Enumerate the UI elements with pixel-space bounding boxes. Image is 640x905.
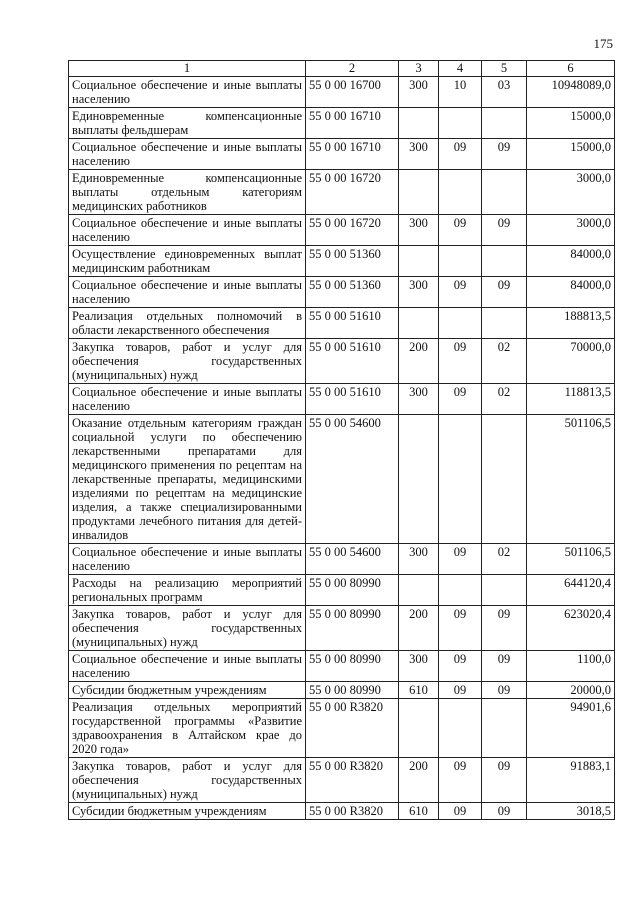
row-pr-cell: 09 (482, 139, 527, 170)
row-code-cell: 55 0 00 16720 (306, 170, 399, 215)
row-rz-cell: 09 (439, 758, 482, 803)
row-pr-cell: 09 (482, 651, 527, 682)
row-name-cell: Расходы на реализацию мероприятий региональных программ (69, 575, 306, 606)
row-sum-cell: 70000,0 (527, 339, 615, 384)
page-number: 175 (593, 36, 613, 51)
row-sum-cell: 15000,0 (527, 139, 615, 170)
row-sum-cell: 10948089,0 (527, 77, 615, 108)
row-sum-cell: 91883,1 (527, 758, 615, 803)
row-name-cell: Закупка товаров, работ и услуг для обеспечения государственных (муниципальных) нужд (69, 758, 306, 803)
row-code-cell: 55 0 00 80990 (306, 682, 399, 699)
row-pr-cell: 09 (482, 215, 527, 246)
budget-table (68, 60, 615, 820)
row-rz-cell (439, 170, 482, 215)
row-code-cell: 55 0 00 51610 (306, 384, 399, 415)
row-name-cell: Субсидии бюджетным учреждениям (69, 803, 306, 820)
row-rz-cell: 09 (439, 803, 482, 820)
row-code-cell: 55 0 00 R3820 (306, 699, 399, 758)
row-rz-cell: 09 (439, 544, 482, 575)
header-cell: 4 (439, 61, 482, 77)
row-code-cell: 55 0 00 16710 (306, 139, 399, 170)
row-pr-cell (482, 415, 527, 544)
row-pr-cell: 09 (482, 682, 527, 699)
row-name-cell: Субсидии бюджетным учреждениям (69, 682, 306, 699)
row-code-cell: 55 0 00 51610 (306, 308, 399, 339)
row-pr-cell (482, 575, 527, 606)
row-name-cell: Осуществление единовременных выплат медицинским работникам (69, 246, 306, 277)
table-row (69, 215, 615, 246)
row-rz-cell: 09 (439, 277, 482, 308)
table-row (69, 384, 615, 415)
row-name-cell: Реализация отдельных полномочий в области лекарственного обеспечения (69, 308, 306, 339)
row-sum-cell: 501106,5 (527, 415, 615, 544)
row-pr-cell (482, 308, 527, 339)
row-rz-cell (439, 699, 482, 758)
row-name-cell: Единовременные компенсационные выплаты отдельным категориям медицинских работников (69, 170, 306, 215)
row-vr-cell (399, 699, 439, 758)
header-cell: 6 (527, 61, 615, 77)
table-row (69, 77, 615, 108)
row-name-cell: Социальное обеспечение и иные выплаты населению (69, 651, 306, 682)
row-vr-cell: 300 (399, 544, 439, 575)
table-row (69, 682, 615, 699)
row-rz-cell (439, 575, 482, 606)
table-row (69, 415, 615, 544)
table-row (69, 651, 615, 682)
table-row (69, 139, 615, 170)
row-code-cell: 55 0 00 51360 (306, 246, 399, 277)
row-sum-cell: 3000,0 (527, 215, 615, 246)
row-name-cell: Закупка товаров, работ и услуг для обеспечения государственных (муниципальных) нужд (69, 606, 306, 651)
row-pr-cell: 02 (482, 544, 527, 575)
row-pr-cell: 09 (482, 277, 527, 308)
row-code-cell: 55 0 00 80990 (306, 651, 399, 682)
row-code-cell: 55 0 00 16700 (306, 77, 399, 108)
row-code-cell: 55 0 00 51360 (306, 277, 399, 308)
row-sum-cell: 94901,6 (527, 699, 615, 758)
row-pr-cell: 03 (482, 77, 527, 108)
table-row (69, 277, 615, 308)
row-rz-cell: 10 (439, 77, 482, 108)
row-sum-cell: 188813,5 (527, 308, 615, 339)
row-vr-cell: 610 (399, 803, 439, 820)
row-name-cell: Социальное обеспечение и иные выплаты населению (69, 215, 306, 246)
table-row (69, 170, 615, 215)
row-vr-cell: 610 (399, 682, 439, 699)
row-pr-cell: 02 (482, 384, 527, 415)
row-pr-cell: 09 (482, 803, 527, 820)
row-sum-cell: 644120,4 (527, 575, 615, 606)
row-rz-cell (439, 108, 482, 139)
row-sum-cell: 3018,5 (527, 803, 615, 820)
table-row (69, 108, 615, 139)
row-name-cell: Оказание отдельным категориям граждан социальной услуги по обеспечению лекарственными препаратами для медицинского применения по рецептам на лекарственные препараты, медицинскими изделиями по рецептам на медицинские изделия, а также специализированными продуктами лечебного питания для детей-инвалидов (69, 415, 306, 544)
table-row (69, 606, 615, 651)
row-pr-cell: 02 (482, 339, 527, 384)
row-rz-cell (439, 308, 482, 339)
row-sum-cell: 623020,4 (527, 606, 615, 651)
row-vr-cell: 300 (399, 77, 439, 108)
header-cell: 2 (306, 61, 399, 77)
row-code-cell: 55 0 00 80990 (306, 575, 399, 606)
table-row (69, 339, 615, 384)
table-row (69, 758, 615, 803)
row-vr-cell (399, 415, 439, 544)
row-vr-cell: 200 (399, 339, 439, 384)
row-code-cell: 55 0 00 51610 (306, 339, 399, 384)
row-rz-cell: 09 (439, 682, 482, 699)
row-code-cell: 55 0 00 R3820 (306, 758, 399, 803)
row-vr-cell (399, 575, 439, 606)
row-vr-cell: 300 (399, 384, 439, 415)
row-code-cell: 55 0 00 R3820 (306, 803, 399, 820)
table-row (69, 803, 615, 820)
row-sum-cell: 3000,0 (527, 170, 615, 215)
row-pr-cell (482, 246, 527, 277)
row-name-cell: Реализация отдельных мероприятий государственной программы «Развитие здравоохранения в Алтайском крае до 2020 года» (69, 699, 306, 758)
row-vr-cell: 300 (399, 139, 439, 170)
row-name-cell: Закупка товаров, работ и услуг для обеспечения государственных (муниципальных) нужд (69, 339, 306, 384)
row-name-cell: Единовременные компенсационные выплаты фельдшерам (69, 108, 306, 139)
row-code-cell: 55 0 00 16720 (306, 215, 399, 246)
header-cell: 5 (482, 61, 527, 77)
row-name-cell: Социальное обеспечение и иные выплаты населению (69, 77, 306, 108)
row-rz-cell: 09 (439, 139, 482, 170)
row-rz-cell: 09 (439, 215, 482, 246)
row-rz-cell: 09 (439, 606, 482, 651)
row-code-cell: 55 0 00 16710 (306, 108, 399, 139)
header-cell: 1 (69, 61, 306, 77)
row-sum-cell: 15000,0 (527, 108, 615, 139)
row-vr-cell: 200 (399, 758, 439, 803)
row-sum-cell: 1100,0 (527, 651, 615, 682)
row-vr-cell: 300 (399, 651, 439, 682)
column-number-header (69, 61, 615, 77)
row-sum-cell: 84000,0 (527, 277, 615, 308)
row-pr-cell (482, 170, 527, 215)
row-vr-cell (399, 108, 439, 139)
row-rz-cell (439, 415, 482, 544)
row-rz-cell: 09 (439, 651, 482, 682)
row-vr-cell: 200 (399, 606, 439, 651)
table-row (69, 699, 615, 758)
row-pr-cell (482, 699, 527, 758)
row-pr-cell: 09 (482, 606, 527, 651)
row-pr-cell: 09 (482, 758, 527, 803)
row-name-cell: Социальное обеспечение и иные выплаты населению (69, 384, 306, 415)
table-row (69, 575, 615, 606)
row-code-cell: 55 0 00 54600 (306, 415, 399, 544)
row-name-cell: Социальное обеспечение и иные выплаты населению (69, 277, 306, 308)
row-rz-cell: 09 (439, 384, 482, 415)
row-sum-cell: 20000,0 (527, 682, 615, 699)
table-row (69, 246, 615, 277)
row-rz-cell (439, 246, 482, 277)
row-vr-cell: 300 (399, 215, 439, 246)
row-code-cell: 55 0 00 80990 (306, 606, 399, 651)
row-vr-cell (399, 170, 439, 215)
row-sum-cell: 118813,5 (527, 384, 615, 415)
row-rz-cell: 09 (439, 339, 482, 384)
row-name-cell: Социальное обеспечение и иные выплаты населению (69, 139, 306, 170)
row-pr-cell (482, 108, 527, 139)
row-sum-cell: 84000,0 (527, 246, 615, 277)
row-code-cell: 55 0 00 54600 (306, 544, 399, 575)
table-row (69, 308, 615, 339)
row-name-cell: Социальное обеспечение и иные выплаты населению (69, 544, 306, 575)
row-vr-cell (399, 308, 439, 339)
row-vr-cell (399, 246, 439, 277)
header-cell: 3 (399, 61, 439, 77)
row-sum-cell: 501106,5 (527, 544, 615, 575)
row-vr-cell: 300 (399, 277, 439, 308)
table-row (69, 544, 615, 575)
